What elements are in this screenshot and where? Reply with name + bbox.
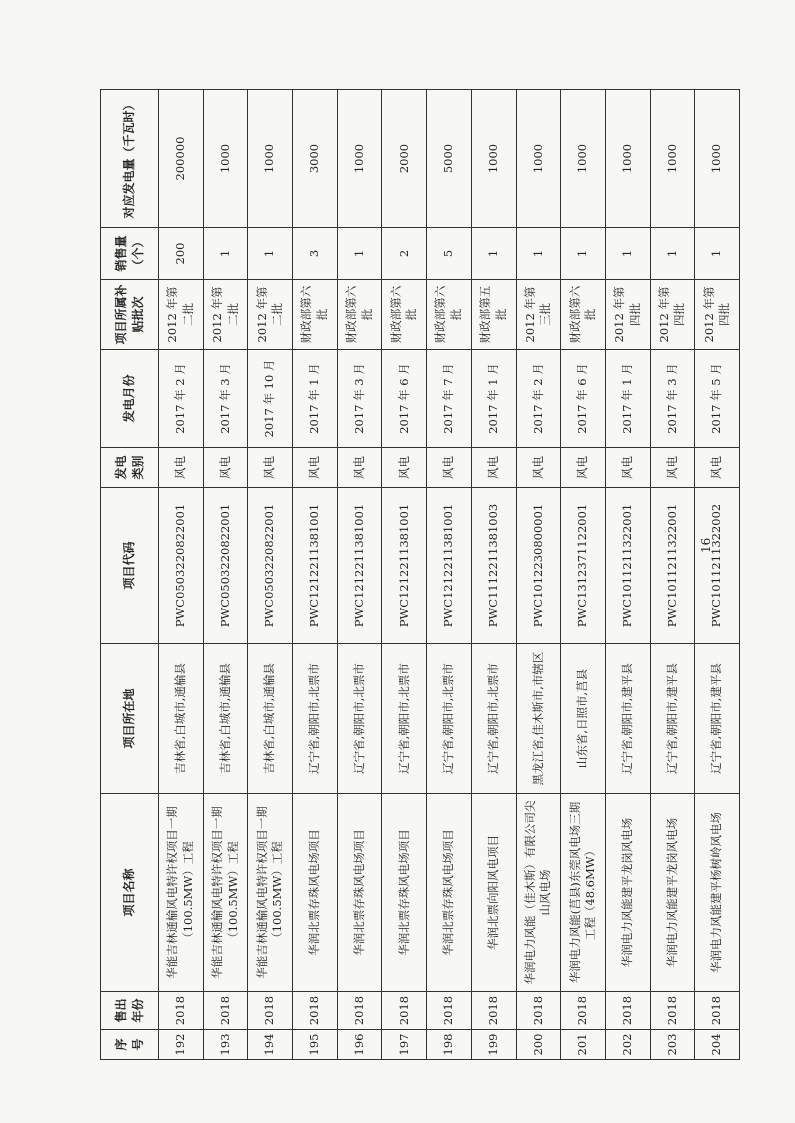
table-row: [427, 90, 472, 1060]
cell-power: 200000: [159, 90, 204, 228]
table-row: [605, 90, 650, 1060]
cell-seq: 194: [248, 1030, 293, 1060]
table-row: [561, 90, 606, 1060]
cell-year: 2018: [382, 992, 427, 1030]
cell-gen-type: 风电: [293, 448, 338, 488]
cell-year: 2018: [248, 992, 293, 1030]
cell-location: 辽宁省,朝阳市,建平县: [695, 644, 740, 794]
cell-gen-month: 2017 年 5 月: [695, 350, 740, 448]
header-row: [101, 90, 159, 1060]
cell-code: PWC1011211322001: [650, 488, 695, 644]
cell-power: 3000: [293, 90, 338, 228]
cell-gen-type: 风电: [382, 448, 427, 488]
cell-name: 华润北票存珠风电场项目: [382, 794, 427, 992]
cell-code: PWC1112211381003: [471, 488, 516, 644]
cell-power: 1000: [337, 90, 382, 228]
cell-location: 辽宁省,朝阳市,北票市: [293, 644, 338, 794]
cell-batch: 2012 年第二批: [203, 280, 248, 350]
cell-gen-type: 风电: [248, 448, 293, 488]
cell-batch: 2012 年第四批: [695, 280, 740, 350]
cell-qty: 5: [427, 228, 472, 280]
cell-qty: 1: [561, 228, 606, 280]
cell-power: 1000: [471, 90, 516, 228]
cell-code: PWC1212211381001: [382, 488, 427, 644]
table-row: [248, 90, 293, 1060]
cell-gen-type: 风电: [203, 448, 248, 488]
cell-qty: 2: [382, 228, 427, 280]
cell-code: PWC1212211381001: [427, 488, 472, 644]
cell-location: 辽宁省,朝阳市,北票市: [427, 644, 472, 794]
cell-qty: 1: [203, 228, 248, 280]
cell-gen-month: 2017 年 7 月: [427, 350, 472, 448]
cell-year: 2018: [516, 992, 561, 1030]
cell-location: 辽宁省,朝阳市,建平县: [605, 644, 650, 794]
cell-batch: 财政部第六批: [293, 280, 338, 350]
page-number: 16: [699, 537, 713, 553]
rotated-table-container: [100, 90, 740, 1060]
table-row: [337, 90, 382, 1060]
header-gen-month: 发电月份: [101, 350, 159, 448]
table-row: [159, 90, 204, 1060]
cell-seq: 192: [159, 1030, 204, 1060]
cell-power: 1000: [605, 90, 650, 228]
cell-year: 2018: [203, 992, 248, 1030]
cell-qty: 1: [516, 228, 561, 280]
cell-location: 吉林省,白城市,通榆县: [159, 644, 204, 794]
cell-batch: 2012 年第四批: [605, 280, 650, 350]
table-row: [293, 90, 338, 1060]
cell-batch: 2012 年第四批: [650, 280, 695, 350]
cell-code: PWC0503220822001: [203, 488, 248, 644]
cell-gen-type: 风电: [695, 448, 740, 488]
cell-gen-type: 风电: [159, 448, 204, 488]
cell-power: 1000: [561, 90, 606, 228]
cell-qty: 1: [471, 228, 516, 280]
cell-gen-month: 2017 年 6 月: [561, 350, 606, 448]
cell-seq: 199: [471, 1030, 516, 1060]
cell-seq: 198: [427, 1030, 472, 1060]
cell-power: 1000: [248, 90, 293, 228]
cell-qty: 1: [248, 228, 293, 280]
cell-seq: 200: [516, 1030, 561, 1060]
cell-seq: 196: [337, 1030, 382, 1060]
cell-qty: 1: [695, 228, 740, 280]
cell-name: 华润北票存珠风电场项目: [293, 794, 338, 992]
table-row: [650, 90, 695, 1060]
cell-gen-month: 2017 年 1 月: [293, 350, 338, 448]
cell-name: 华润电力风能建平杨树岭风电场: [695, 794, 740, 992]
cell-seq: 201: [561, 1030, 606, 1060]
cell-name: 华润北票向阳风电项目: [471, 794, 516, 992]
cell-name: 华润电力风能(莒县)东莞风电场三期工程（48.6MW）: [561, 794, 606, 992]
header-qty: 销售量（个）: [101, 228, 159, 280]
cell-code: PWC1011211322001: [605, 488, 650, 644]
cell-power: 1000: [650, 90, 695, 228]
cell-qty: 200: [159, 228, 204, 280]
table-row: [471, 90, 516, 1060]
table-body: [159, 90, 740, 1060]
cell-power: 5000: [427, 90, 472, 228]
cell-batch: 财政部第六批: [337, 280, 382, 350]
header-code: 项目代码: [101, 488, 159, 644]
cell-name: 华润北票存珠风电场项目: [427, 794, 472, 992]
cell-code: PWC1212211381001: [293, 488, 338, 644]
cell-qty: 1: [605, 228, 650, 280]
cell-year: 2018: [427, 992, 472, 1030]
cell-seq: 195: [293, 1030, 338, 1060]
cell-gen-month: 2017 年 2 月: [159, 350, 204, 448]
cell-gen-type: 风电: [471, 448, 516, 488]
cell-year: 2018: [561, 992, 606, 1030]
header-seq: 序号: [101, 1030, 159, 1060]
project-table: [100, 89, 740, 1060]
cell-location: 吉林省,白城市,通榆县: [248, 644, 293, 794]
cell-gen-type: 风电: [516, 448, 561, 488]
cell-gen-type: 风电: [605, 448, 650, 488]
header-batch: 项目所属补贴批次: [101, 280, 159, 350]
cell-year: 2018: [337, 992, 382, 1030]
cell-name: 华润电力风能建平龙岗风电场: [605, 794, 650, 992]
cell-location: 辽宁省,朝阳市,北票市: [337, 644, 382, 794]
cell-power: 2000: [382, 90, 427, 228]
header-power: 对应发电量（千瓦时）: [101, 90, 159, 228]
cell-name: 华能吉林通榆风电特许权项目一期（100.5MW）工程: [203, 794, 248, 992]
cell-code: PWC1011211322002: [695, 488, 740, 644]
cell-code: PWC1212211381001: [337, 488, 382, 644]
cell-gen-month: 2017 年 1 月: [605, 350, 650, 448]
table-row: [695, 90, 740, 1060]
cell-location: 辽宁省,朝阳市,北票市: [382, 644, 427, 794]
cell-seq: 202: [605, 1030, 650, 1060]
cell-gen-month: 2017 年 3 月: [337, 350, 382, 448]
cell-code: PWC0503220822001: [159, 488, 204, 644]
cell-name: 华润电力风能（佳木斯）有限公司尖山风电场: [516, 794, 561, 992]
header-location: 项目所在地: [101, 644, 159, 794]
cell-batch: 财政部第六批: [382, 280, 427, 350]
header-year: 售出年份: [101, 992, 159, 1030]
cell-location: 山东省,日照市,莒县: [561, 644, 606, 794]
table-row: [203, 90, 248, 1060]
cell-seq: 204: [695, 1030, 740, 1060]
cell-year: 2018: [471, 992, 516, 1030]
header-name: 项目名称: [101, 794, 159, 992]
cell-batch: 财政部第六批: [427, 280, 472, 350]
cell-year: 2018: [695, 992, 740, 1030]
cell-seq: 193: [203, 1030, 248, 1060]
cell-batch: 财政部第六批: [561, 280, 606, 350]
cell-batch: 2012 年第三批: [516, 280, 561, 350]
cell-qty: 1: [650, 228, 695, 280]
cell-gen-type: 风电: [337, 448, 382, 488]
cell-qty: 3: [293, 228, 338, 280]
cell-gen-type: 风电: [427, 448, 472, 488]
cell-year: 2018: [293, 992, 338, 1030]
cell-gen-month: 2017 年 3 月: [650, 350, 695, 448]
cell-gen-month: 2017 年 2 月: [516, 350, 561, 448]
cell-location: 辽宁省,朝阳市,北票市: [471, 644, 516, 794]
cell-year: 2018: [605, 992, 650, 1030]
cell-location: 吉林省,白城市,通榆县: [203, 644, 248, 794]
cell-name: 华能吉林通榆风电特许权项目一期（100.5MW）工程: [248, 794, 293, 992]
cell-seq: 203: [650, 1030, 695, 1060]
cell-gen-month: 2017 年 3 月: [203, 350, 248, 448]
cell-batch: 财政部第五批: [471, 280, 516, 350]
cell-name: 华能吉林通榆风电特许权项目一期（100.5MW）工程: [159, 794, 204, 992]
cell-gen-type: 风电: [650, 448, 695, 488]
cell-power: 1000: [695, 90, 740, 228]
cell-code: PWC0503220822001: [248, 488, 293, 644]
cell-power: 1000: [203, 90, 248, 228]
cell-location: 黑龙江省,佳木斯市,市辖区: [516, 644, 561, 794]
cell-year: 2018: [650, 992, 695, 1030]
cell-gen-month: 2017 年 1 月: [471, 350, 516, 448]
cell-name: 华润北票存珠风电场项目: [337, 794, 382, 992]
cell-power: 1000: [516, 90, 561, 228]
cell-gen-type: 风电: [561, 448, 606, 488]
table-row: [516, 90, 561, 1060]
cell-gen-month: 2017 年 6 月: [382, 350, 427, 448]
cell-batch: 2012 年第二批: [248, 280, 293, 350]
cell-year: 2018: [159, 992, 204, 1030]
cell-batch: 2012 年第二批: [159, 280, 204, 350]
cell-location: 辽宁省,朝阳市,建平县: [650, 644, 695, 794]
cell-qty: 1: [337, 228, 382, 280]
cell-code: PWC1312371122001: [561, 488, 606, 644]
cell-name: 华润电力风能建平龙岗风电场: [650, 794, 695, 992]
cell-gen-month: 2017 年 10 月: [248, 350, 293, 448]
header-gen-type: 发电类别: [101, 448, 159, 488]
table-row: [382, 90, 427, 1060]
cell-seq: 197: [382, 1030, 427, 1060]
cell-code: PWC1012230800001: [516, 488, 561, 644]
